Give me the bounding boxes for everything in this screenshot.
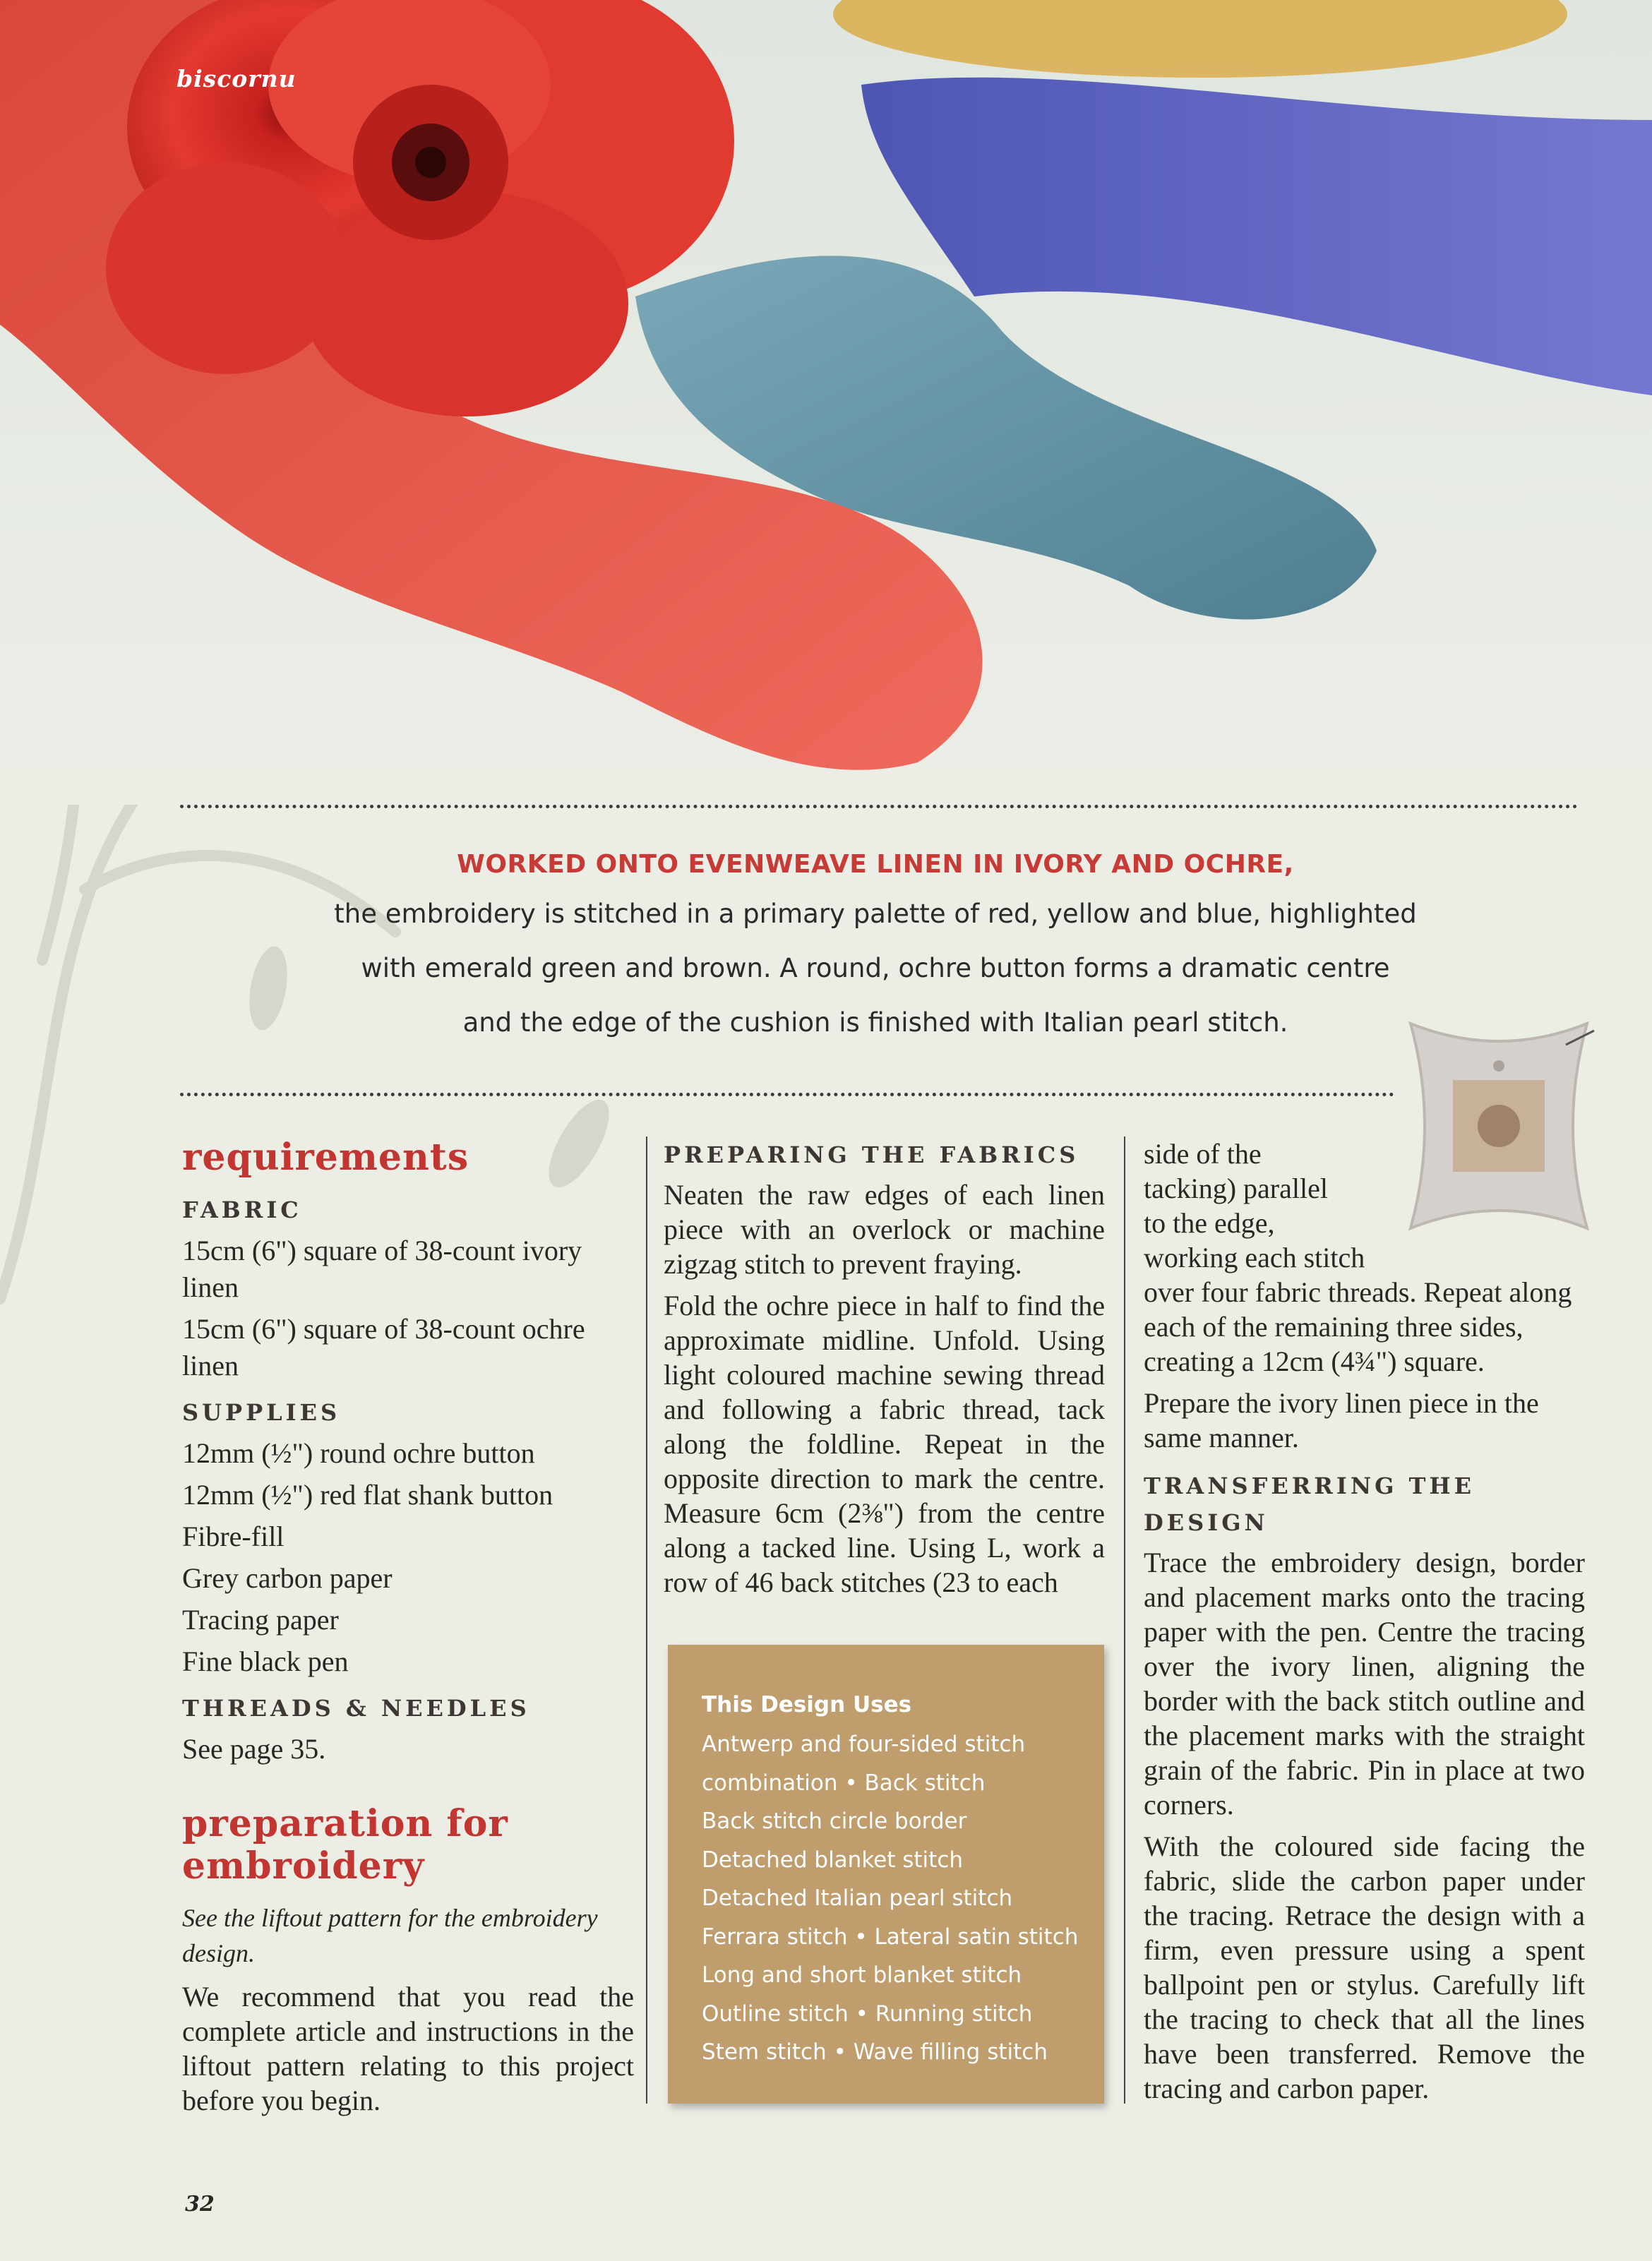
requirements-title: requirements [182,1136,469,1179]
transfer-p1: Trace the embroidery design, border and placement marks onto the tracing paper with the pen. Centre the tracing over the ivory linen, aligning the border with the back stitch outline and the placement marks with the straight grain of the fabric. Pin in place at two corners. [1144,1547,1585,1821]
wrap-line: working each stitch [1144,1242,1365,1273]
col3-p2: Prepare the ivory linen piece in the same manner. [1144,1387,1539,1453]
supply-item: Fine black pen [182,1645,349,1677]
fabric-item: 15cm (6") square of 38-count ivory linen [182,1235,582,1303]
design-uses-line: Ferrara stitch • Lateral satin stitch [702,1924,1079,1950]
intro-line: with emerald green and brown. A round, ochre button forms a dramatic centre [361,953,1390,983]
intro-line: the embroidery is stitched in a primary palette of red, yellow and blue, highlighted [334,899,1417,929]
preparation-body: We recommend that you read the complete article and instructions in the liftout pattern relating to this project before you begin. [182,1981,634,2116]
preparation-title-line1: preparation for [182,1802,508,1845]
wrap-lines [1144,1137,1370,1275]
column-transferring [1144,1137,1585,2113]
design-uses-line: Long and short blanket stitch [702,1962,1022,1988]
column-rule-1 [646,1137,647,2104]
column-preparing-fabrics [664,1137,1105,1607]
section-label: biscornu [176,65,297,92]
design-uses-line: Back stitch circle border [702,1809,967,1834]
preparation-note: See the liftout pattern for the embroidery design. [182,1904,598,1967]
supplies-heading: SUPPLIES [182,1399,341,1426]
design-uses-line: Detached blanket stitch [702,1847,964,1873]
supply-item: Tracing paper [182,1604,339,1636]
intro-lead: WORKED ONTO EVENWEAVE LINEN IN IVORY AND OCHRE, [457,850,1294,879]
preparation-title [182,1803,634,1888]
preparing-fabrics-p1: Neaten the raw edges of each linen piece with an overlock or machine zigzag stitch to prevent fraying. [664,1179,1105,1280]
supply-item: 12mm (½") round ochre button [182,1437,535,1469]
transfer-p2: With the coloured side facing the fabric, slide the carbon paper under the tracing. Retrace the design with a firm, even pressure using a spent ballpoint pen or stylus. Carefully lift the tracing to check that all the lines have been transferred. Remove the tracing and carbon paper. [1144,1830,1585,2104]
intro-bottom-divider [180,1093,1394,1096]
supply-item: Fibre-fill [182,1521,285,1552]
transferring-heading-line1: TRANSFERRING THE [1144,1473,1476,1499]
top-divider [180,805,1578,808]
threads-heading: THREADS & NEEDLES [182,1695,530,1722]
fabric-item: 15cm (6") square of 38-count ochre linen [182,1313,585,1381]
thread-skeins-photo [0,0,1652,805]
col3-p1: over four fabric threads. Repeat along each of the remaining three sides, creating a 12cm (4¾") square. [1144,1276,1572,1377]
intro-body [254,887,1497,1050]
intro-line: and the edge of the cushion is finished with Italian pearl stitch. [462,1007,1288,1038]
design-uses-line: Stem stitch • Wave filling stitch [702,2039,1048,2065]
supply-item: Grey carbon paper [182,1562,393,1594]
column-rule-2 [1124,1137,1125,2104]
design-uses-line: Antwerp and four-sided stitch [702,1732,1026,1757]
design-uses-line: Detached Italian pearl stitch [702,1885,1013,1911]
intro-block [254,847,1497,1050]
page-number: 32 [185,2192,215,2217]
design-uses-box [668,1645,1104,2104]
wrap-line: to the edge, [1144,1207,1275,1239]
wrap-line: side of the [1144,1138,1262,1170]
wrap-line: tacking) parallel [1144,1173,1328,1204]
transferring-heading-line2: DESIGN [1144,1509,1269,1536]
preparing-fabrics-p2: Fold the ochre piece in half to find the approximate midline. Unfold. Using light coloured machine sewing thread and following a fabric thread, tack along the foldline. Repeat in the opposite direction to mark the centre. Measure 6cm (2⅜") from the centre along a tacked line. Using L, work a row of 46 back stitches (23 to each [664,1290,1105,1598]
preparing-fabrics-heading: PREPARING THE FABRICS [664,1141,1079,1168]
preparation-title-line2: embroidery [182,1845,425,1888]
column-requirements [182,1137,634,2125]
header-photo [0,0,1652,805]
transferring-heading [1144,1468,1585,1541]
red-flower-icon [106,0,734,416]
supply-item: 12mm (½") red flat shank button [182,1479,553,1511]
fabric-heading: FABRIC [182,1197,302,1223]
design-uses-line: combination • Back stitch [702,1770,986,1796]
design-uses-line: Outline stitch • Running stitch [702,2001,1033,2027]
threads-text: See page 35. [182,1733,326,1765]
design-uses-title: This Design Uses [702,1692,912,1717]
